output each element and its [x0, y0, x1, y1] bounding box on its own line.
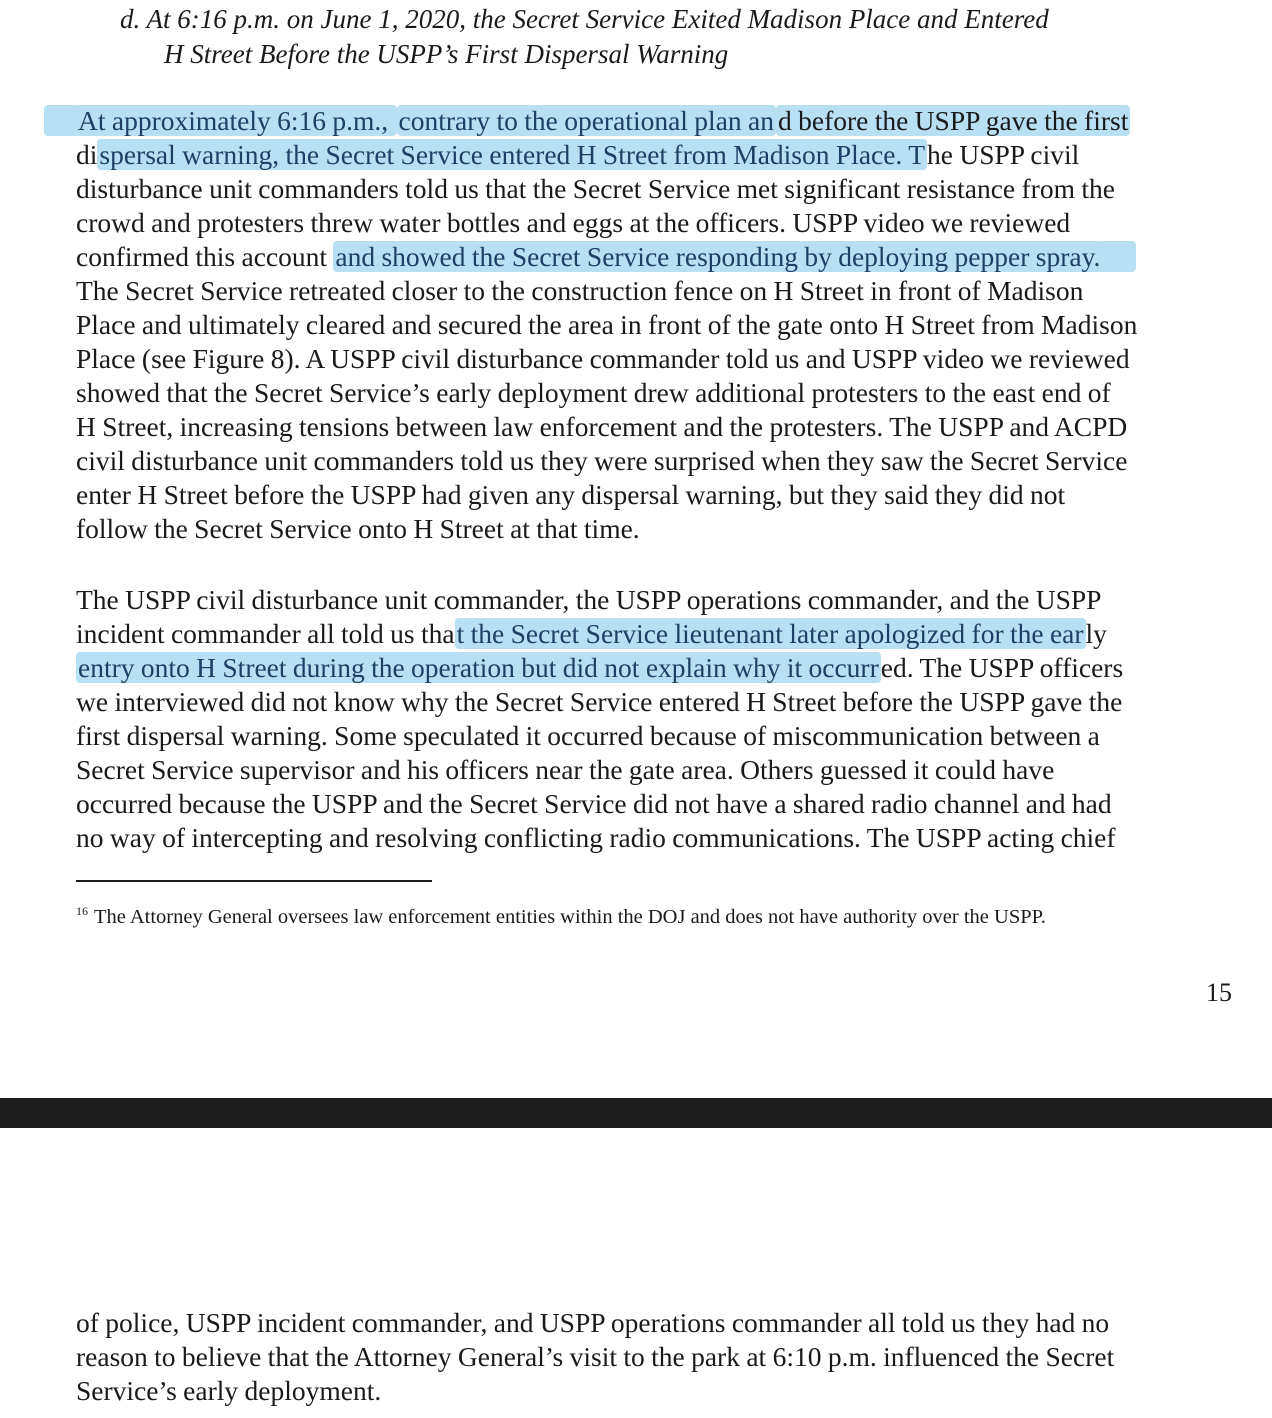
text-run: di — [76, 139, 98, 170]
paragraph-line: Secret Service supervisor and his officers near the gate area. Others guessed it could have — [76, 754, 1055, 785]
continuation-paragraph — [76, 1306, 1246, 1408]
highlight: and showed the Secret Service responding by deploying pepper spray. — [335, 241, 1101, 272]
paragraph-line: Place and ultimately cleared and secured the area in front of the gate onto H Street from Madison — [76, 309, 1138, 340]
page-break-bar — [0, 1098, 1272, 1128]
footnote-text: The Attorney General oversees law enforcement entities within the DOJ and does not have authority over the USPP. — [94, 906, 1046, 928]
paragraph-line: we interviewed did not know why the Secret Service entered H Street before the USPP gave the — [76, 686, 1123, 717]
footnote-number: 16 — [76, 904, 88, 918]
paragraph-line — [76, 240, 1246, 274]
highlight: t the Secret Service lieutenant later apologized for the ear — [456, 618, 1084, 649]
text-run: ly — [1085, 618, 1107, 649]
paragraph-line: civil disturbance unit commanders told us they were surprised when they saw the Secret Service — [76, 445, 1128, 476]
paragraph-line: of police, USPP incident commander, and USPP operations commander all told us they had no — [76, 1307, 1110, 1338]
highlight: entry onto H Street during the operation but did not explain why it occurr — [78, 652, 879, 683]
section-heading-line-2: H Street Before the USPP’s First Dispersal Warning — [164, 39, 729, 69]
text-run: he USPP civil — [927, 139, 1080, 170]
text-run: ed. The USPP officers — [880, 652, 1124, 683]
paragraph-line: crowd and protesters threw water bottles and eggs at the officers. USPP video we reviewed — [76, 207, 1071, 238]
highlight: d before the USPP gave the first — [777, 105, 1129, 136]
highlight: spersal warning, the Secret Service entered H Street from Madison Place. T — [99, 139, 925, 170]
paragraph-line — [76, 651, 1246, 685]
section-heading — [120, 2, 1200, 72]
paragraph-line: The Secret Service retreated closer to the construction fence on H Street in front of Madison — [76, 275, 1084, 306]
paragraph-line: showed that the Secret Service’s early deployment drew additional protesters to the east end of — [76, 377, 1111, 408]
footnote — [76, 898, 1226, 930]
paragraph-line: no way of intercepting and resolving conflicting radio communications. The USPP acting chief — [76, 822, 1116, 853]
paragraph-line — [76, 104, 1246, 138]
paragraph-line: The USPP civil disturbance unit commander, the USPP operations commander, and the USPP — [76, 584, 1102, 615]
section-heading-line-1: d. At 6:16 p.m. on June 1, 2020, the Secret Service Exited Madison Place and Entered — [120, 4, 1049, 34]
paragraph-line: H Street, increasing tensions between law enforcement and the protesters. The USPP and ACPD — [76, 411, 1128, 442]
paragraph-line — [76, 138, 1246, 172]
text-run: confirmed this account — [76, 241, 334, 272]
highlight: contrary to the operational plan an — [398, 105, 774, 136]
paragraph-line: Place (see Figure 8). A USPP civil disturbance commander told us and USPP video we reviewed — [76, 343, 1130, 374]
paragraph-line: disturbance unit commanders told us that the Secret Service met significant resistance from the — [76, 173, 1115, 204]
footnote-divider — [76, 880, 432, 882]
paragraph-1 — [76, 104, 1246, 546]
page-number: 15 — [1206, 978, 1232, 1007]
paragraph-2 — [76, 583, 1246, 855]
paragraph-line: follow the Secret Service onto H Street at that time. — [76, 513, 640, 544]
paragraph-line: reason to believe that the Attorney General’s visit to the park at 6:10 p.m. influenced the Secret — [76, 1341, 1115, 1372]
paragraph-line: Service’s early deployment. — [76, 1375, 382, 1406]
paragraph-line: first dispersal warning. Some speculated it occurred because of miscommunication between a — [76, 720, 1100, 751]
paragraph-line — [76, 617, 1246, 651]
highlight: At approximately 6:16 p.m., — [78, 105, 395, 136]
paragraph-line: occurred because the USPP and the Secret Service did not have a shared radio channel and had — [76, 788, 1112, 819]
paragraph-line: enter H Street before the USPP had given any dispersal warning, but they said they did not — [76, 479, 1066, 510]
text-run: incident commander all told us tha — [76, 618, 455, 649]
